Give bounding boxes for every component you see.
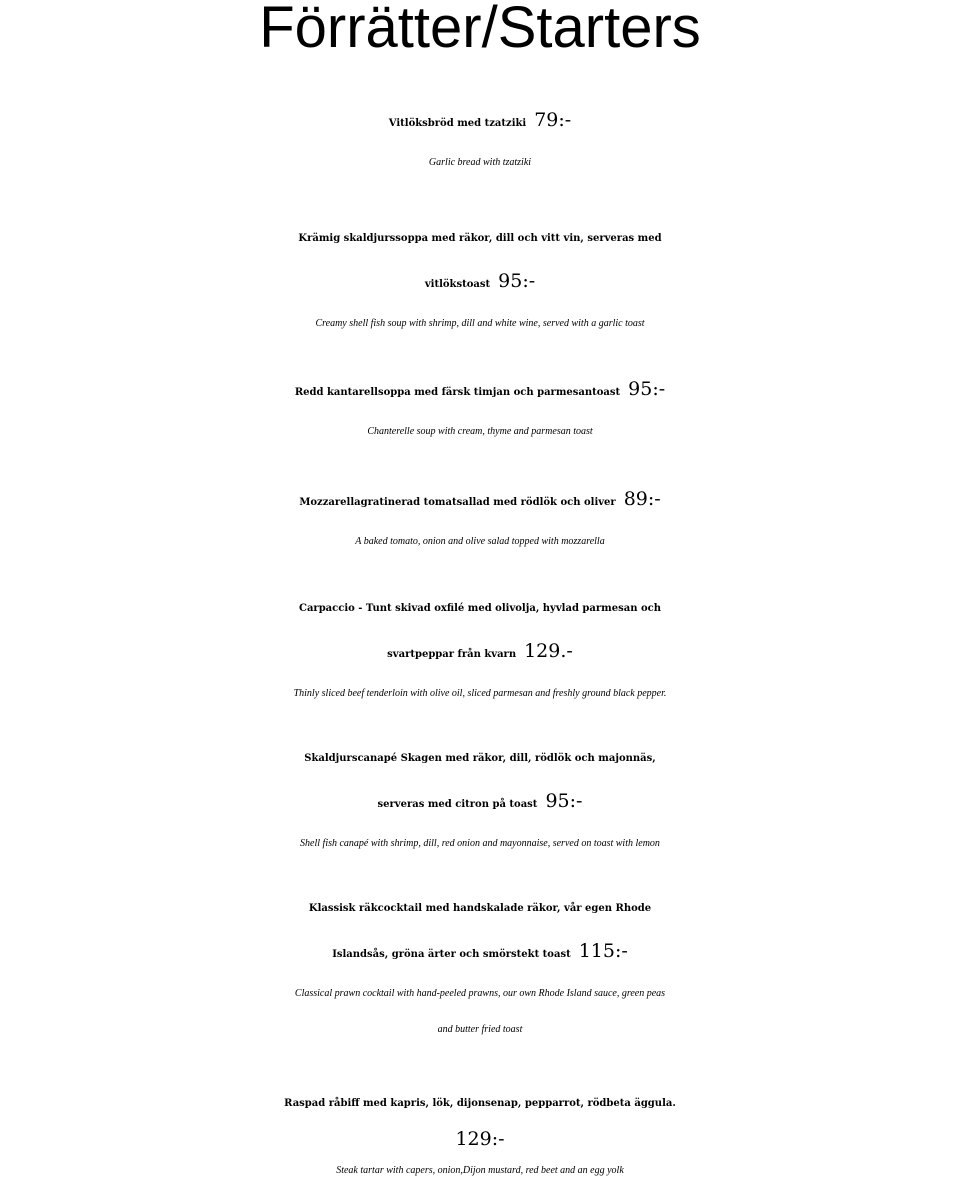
menu-item	[0, 478, 960, 560]
item-name-line: Krämig skaldjurssoppa med räkor, dill och vitt vin, serveras med	[298, 233, 662, 244]
item-price: 129:-	[455, 1128, 505, 1150]
page-title: Förrätter/Starters	[259, 0, 701, 60]
menu-item	[0, 1083, 960, 1189]
item-name-line: svartpeppar från kvarn	[387, 649, 517, 660]
menu-item	[0, 218, 960, 342]
item-price: 95:-	[628, 378, 666, 400]
item-description: Steak tartar with capers, onion,Dijon mustard, red beet and an egg yolk	[336, 1165, 624, 1176]
item-name-line: Vitlöksbröd med tzatziki	[388, 118, 527, 129]
item-price: 89:-	[623, 488, 661, 510]
item-description: Creamy shell fish soup with shrimp, dill and white wine, served with a garlic toast	[315, 318, 645, 329]
item-name-line: Klassisk räkcocktail med handskalade räkor, vår egen Rhode	[308, 903, 652, 914]
item-name-line: Raspad råbiff med kapris, lök, dijonsenap, pepparrot, rödbeta äggula.	[284, 1098, 676, 1109]
menu-item	[0, 588, 960, 712]
item-description: and butter fried toast	[437, 1024, 523, 1035]
item-price: 95:-	[498, 270, 536, 292]
item-name-line: serveras med citron på toast	[377, 799, 538, 810]
item-description: A baked tomato, onion and olive salad topped with mozzarella	[355, 536, 605, 547]
item-description: Chanterelle soup with cream, thyme and parmesan toast	[367, 426, 593, 437]
item-price: 95:-	[545, 790, 583, 812]
menu-item	[0, 738, 960, 862]
item-name	[0, 368, 960, 414]
menu-item	[0, 368, 960, 450]
item-name-line: Carpaccio - Tunt skivad oxfilé med olivolja, hyvlad parmesan och	[298, 603, 661, 614]
menu-item	[0, 99, 960, 181]
item-description: Garlic bread with tzatziki	[428, 157, 532, 168]
item-name	[0, 478, 960, 524]
item-name-line: Skaldjurscanapé Skagen med räkor, dill, rödlök och majonnäs,	[304, 753, 656, 764]
item-price: 79:-	[534, 109, 572, 131]
item-name-line: Redd kantarellsoppa med färsk timjan och parmesantoast	[294, 387, 621, 398]
item-price: 115:-	[578, 940, 628, 962]
menu-item	[0, 888, 960, 1048]
item-description: Shell fish canapé with shrimp, dill, red onion and mayonnaise, served on toast with lemon	[300, 838, 660, 849]
item-name	[0, 930, 960, 976]
item-price: 129.-	[524, 640, 573, 662]
item-name	[0, 260, 960, 306]
item-name-line: vitlökstoast	[424, 279, 491, 290]
item-name-line: Mozzarellagratinerad tomatsallad med rödlök och oliver	[299, 497, 616, 508]
item-name	[0, 780, 960, 826]
item-name	[0, 630, 960, 676]
item-description: Classical prawn cocktail with hand-peeled prawns, our own Rhode Island sauce, green peas	[294, 988, 666, 999]
item-name	[0, 99, 960, 145]
item-name-line: Islandsås, gröna ärter och smörstekt toast	[332, 949, 571, 960]
item-description: Thinly sliced beef tenderloin with olive oil, sliced parmesan and freshly ground black pepper.	[293, 688, 667, 699]
